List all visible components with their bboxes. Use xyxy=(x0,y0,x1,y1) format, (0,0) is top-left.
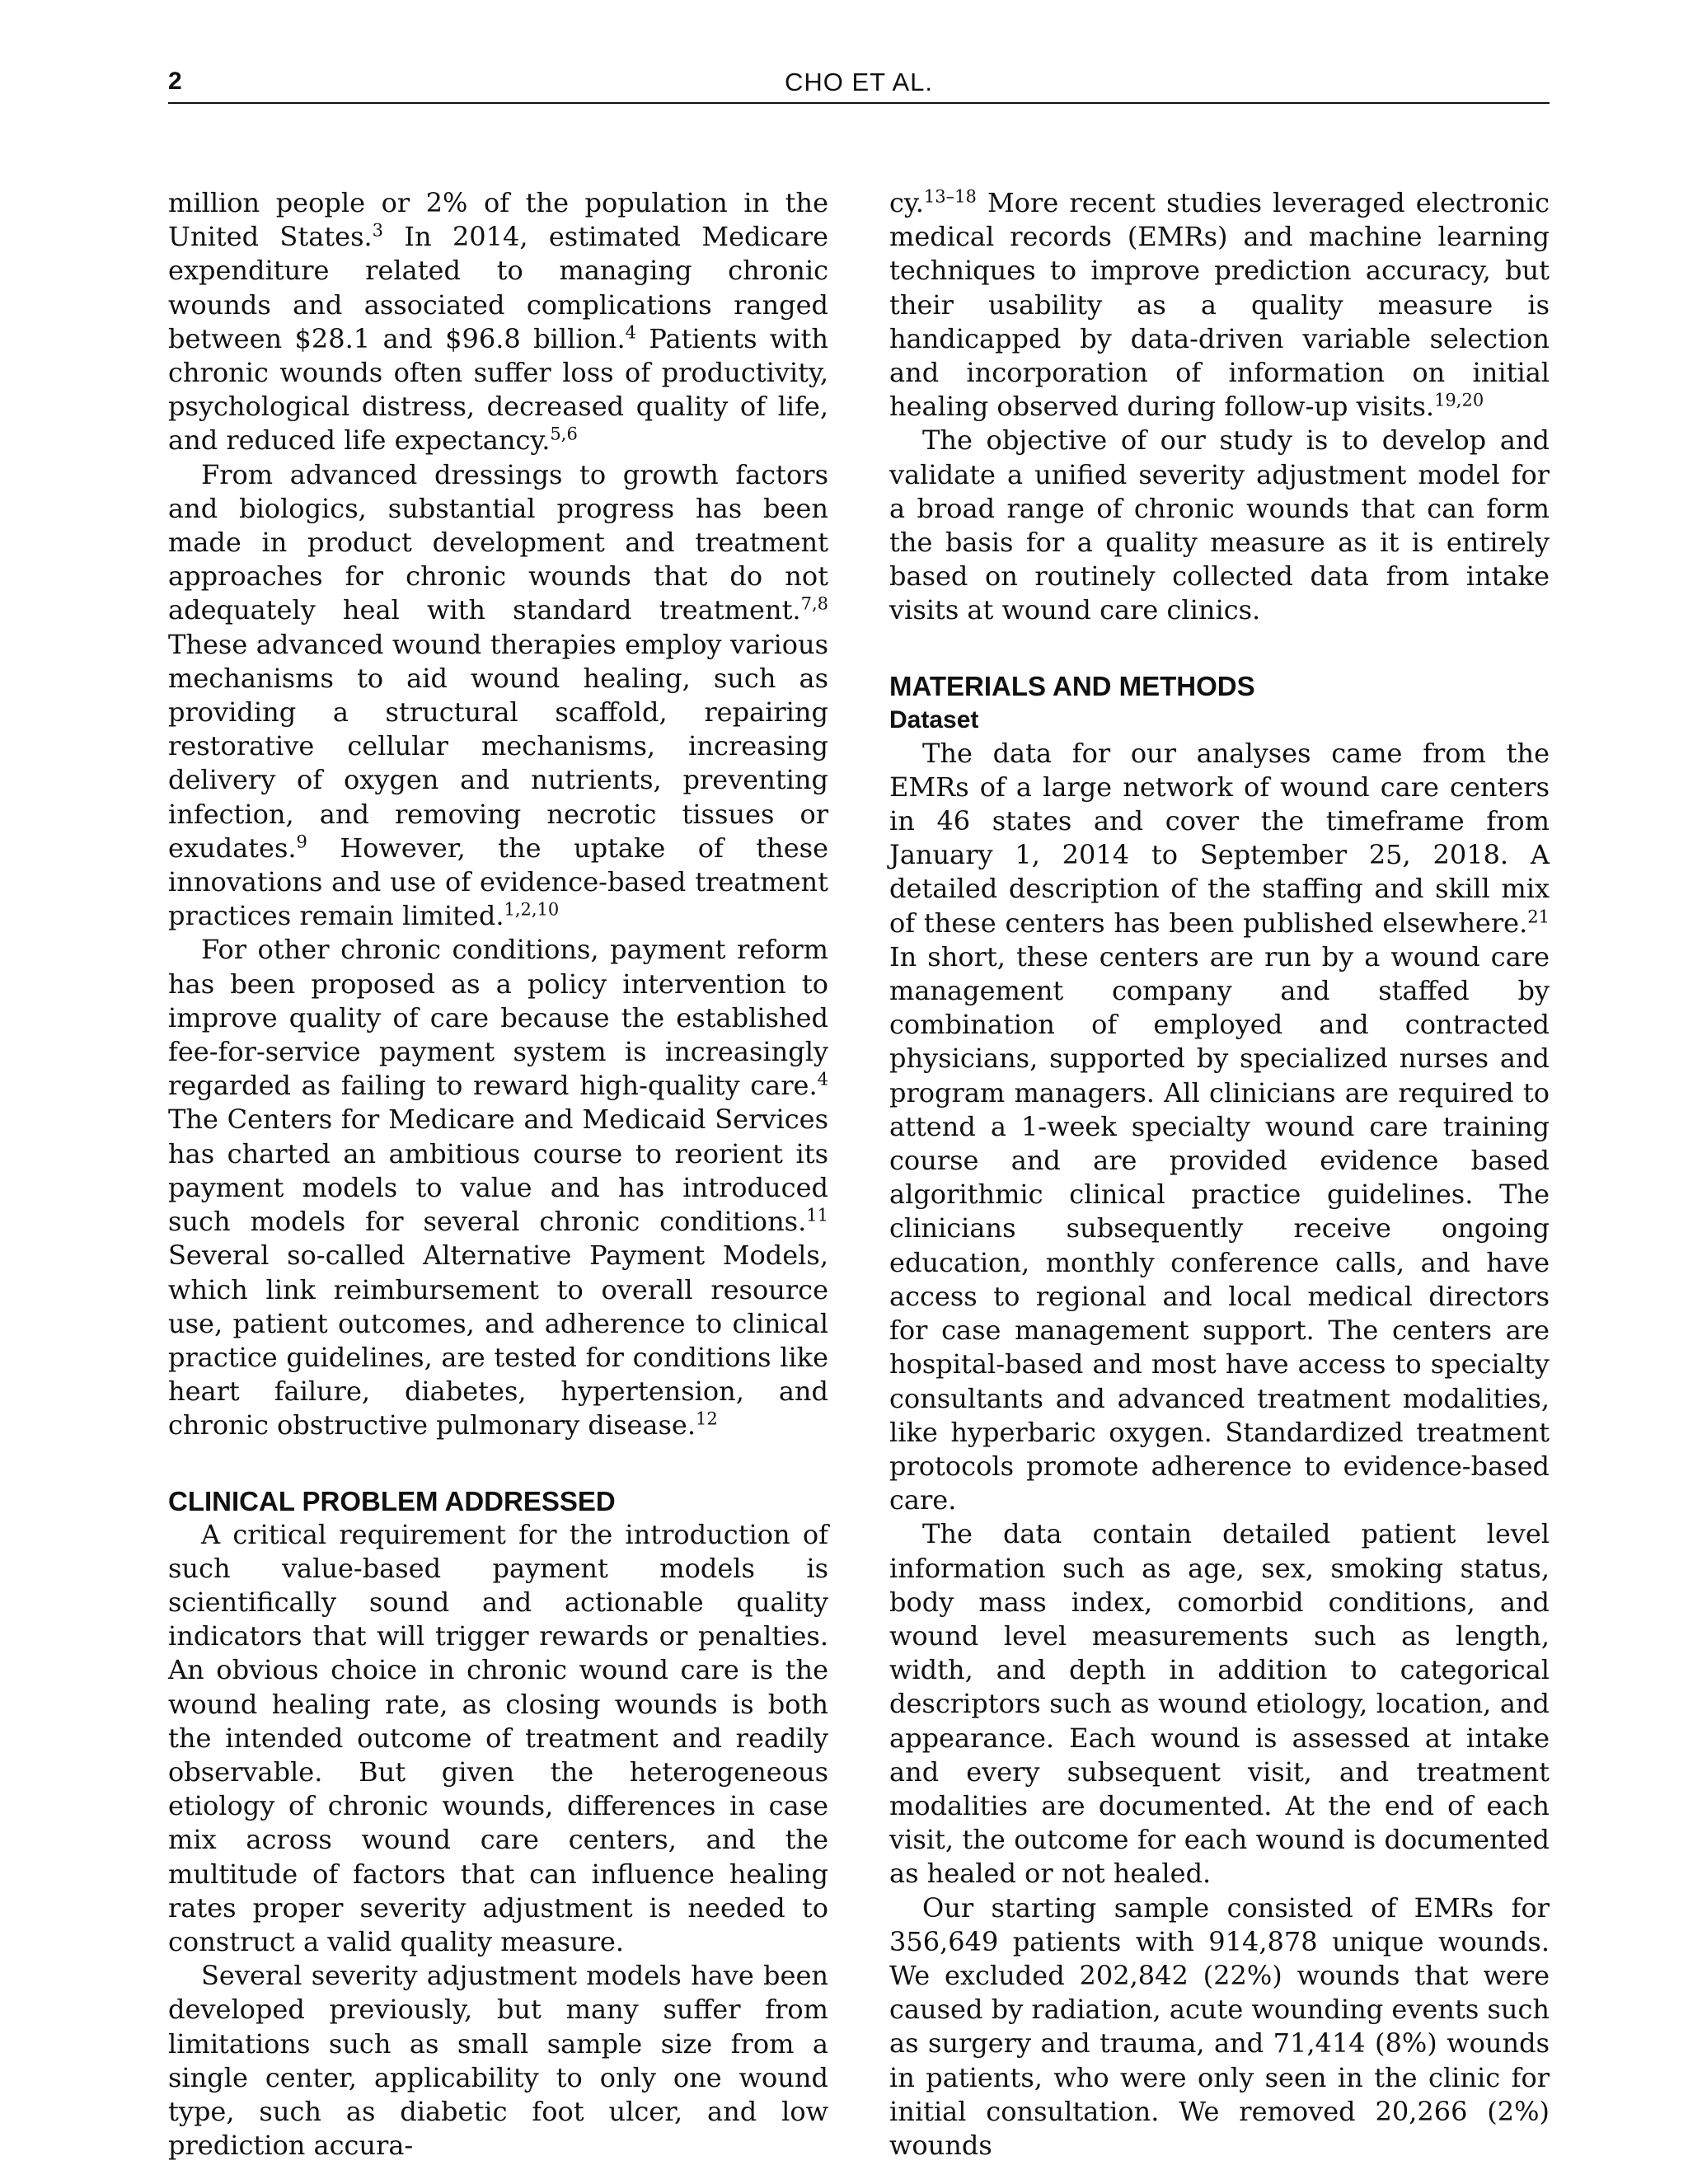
citation: 5,6 xyxy=(550,424,578,444)
citation: 4 xyxy=(817,1069,828,1090)
paragraph: From advanced dressings to growth factors and biologics, substantial progress has been made in product development and treatment approaches for chronic wounds that do not adequately heal with standard treatment.$^{7,8}$ These advanced wound therapies employ various mechanisms to aid wound healing, such as providing a structural scaffold, repairing restorative cellular mechanisms, increasing delivery of oxygen and nutrients, preventing infection, and removing necrotic tissues or exudates.$^9$ However, the uptake of these innovations and use of evidence-based treatment practices remain limited.$^{1,2,10}$ xyxy=(168,458,828,932)
paragraph: A critical requirement for the introduction of such value-based payment models is scientifically sound and actionable quality indicators that will trigger rewards or penalties. An obvious choice in chronic wound care is the wound healing rate, as closing wounds is both the intended outcome of treatment and readily observable. But given the heterogeneous etiology of chronic wounds, differences in case mix across wound care centers, and the multitude of factors that can influence healing rates proper severity adjustment is needed to construct a valid quality measure. xyxy=(168,1518,828,1957)
citation: 3 xyxy=(372,220,384,241)
left-column xyxy=(168,186,828,2163)
citation: 12 xyxy=(696,1408,718,1429)
citation: 13–18 xyxy=(923,186,977,207)
citation: 1,2,10 xyxy=(504,899,560,920)
citation: 19,20 xyxy=(1434,390,1484,410)
paragraph: For other chronic conditions, payment reform has been proposed as a policy intervention to improve quality of care because the established fee-for-service payment system is increasingly regarded as failing to reward high-quality care.$^4$ The Centers for Medicare and Medicaid Services has charted an ambitious course to reorient its payment models to value and has introduced such models for several chronic conditions.$^{11}$ Several so-called Alternative Payment Models, which link reimbursement to overall resource use, patient outcomes, and adherence to clinical practice guidelines, are tested for conditions like heart failure, diabetes, hypertension, and chronic obstructive pulmonary disease.$^{12}$ xyxy=(168,934,828,1441)
paragraph: The objective of our study is to develop and validate a unified severity adjustment model for a broad range of chronic wounds that can form the basis for a quality measure as it is entirely based on routinely collected data from intake visits at wound care clinics. xyxy=(889,424,1550,626)
page-header xyxy=(168,63,1550,104)
paragraph: cy.$^{13-18}$ More recent studies leveraged electronic medical records (EMRs) and machine learning techniques to improve prediction accuracy, but their usability as a quality measure is handicapped by data-driven variable selection and incorporation of information on initial healing observed during follow-up visits.$^{19,20}$ xyxy=(889,186,1550,423)
paragraph: Several severity adjustment models have been developed previously, but many suffer from limitations such as small sample size from a single center, applicability to only one wound type, such as diabetic foot ulcer, and low prediction accura- xyxy=(168,1960,828,2162)
section-heading-clinical-problem: CLINICAL PROBLEM ADDRESSED xyxy=(168,1485,616,1516)
citation: 4 xyxy=(625,322,637,343)
paragraph: million people or 2% of the population in the United States.$^3$ In 2014, estimated Medicare expenditure related to managing chronic wounds and associated complications ranged between $28.1 and $96.8 billion.$^4$ Patients with chronic wounds often suffer loss of productivity, psychological distress, decreased quality of life, and reduced life expectancy.$^{5,6}$ xyxy=(168,187,829,457)
citation: 9 xyxy=(296,832,307,852)
citation: 11 xyxy=(806,1205,828,1226)
running-head: CHO ET AL. xyxy=(785,68,933,96)
right-column xyxy=(889,186,1550,2163)
section-heading-materials-methods: MATERIALS AND METHODS xyxy=(889,670,1255,701)
citation: 7,8 xyxy=(800,593,828,614)
paragraph: The data contain detailed patient level information such as age, sex, smoking status, body mass index, comorbid conditions, and wound level measurements such as length, width, and depth in addition to categorical descriptors such as wound etiology, location, and appearance. Each wound is assessed at intake and every subsequent visit, and treatment modalities are documented. At the end of each visit, the outcome for each wound is documented as healed or not healed. xyxy=(889,1518,1550,1890)
subsection-heading-dataset: Dataset xyxy=(889,705,979,733)
paragraph: Our starting sample consisted of EMRs for 356,649 patients with 914,878 unique wounds. We excluded 202,842 (22%) wounds that were caused by radiation, acute wounding events such as surgery and trauma, and 71,414 (8%) wounds in patients, who were only seen in the clinic for initial consultation. We removed 20,266 (2%) wounds xyxy=(889,1891,1550,2161)
page-number: 2 xyxy=(168,68,182,95)
paragraph: The data for our analyses came from the EMRs of a large network of wound care centers in 46 states and cover the timeframe from January 1, 2014 to September 25, 2018. A detailed description of the staffing and skill mix of these centers has been published elsewhere.$^{21}$ In short, these centers are run by a wound care management company and staffed by combination of employed and contracted physicians, supported by specialized nurses and program managers. All clinicians are required to attend a 1-week specialty wound care training course and are provided evidence based algorithmic clinical practice guidelines. The clinicians subsequently receive ongoing education, monthly conference calls, and have access to regional and local medical directors for case management support. The centers are hospital-based and most have access to specialty consultants and advanced treatment modalities, like hyperbaric oxygen. Standardized treatment protocols promote adherence to evidence-based care. xyxy=(889,737,1550,1516)
citation: 21 xyxy=(1527,907,1550,926)
